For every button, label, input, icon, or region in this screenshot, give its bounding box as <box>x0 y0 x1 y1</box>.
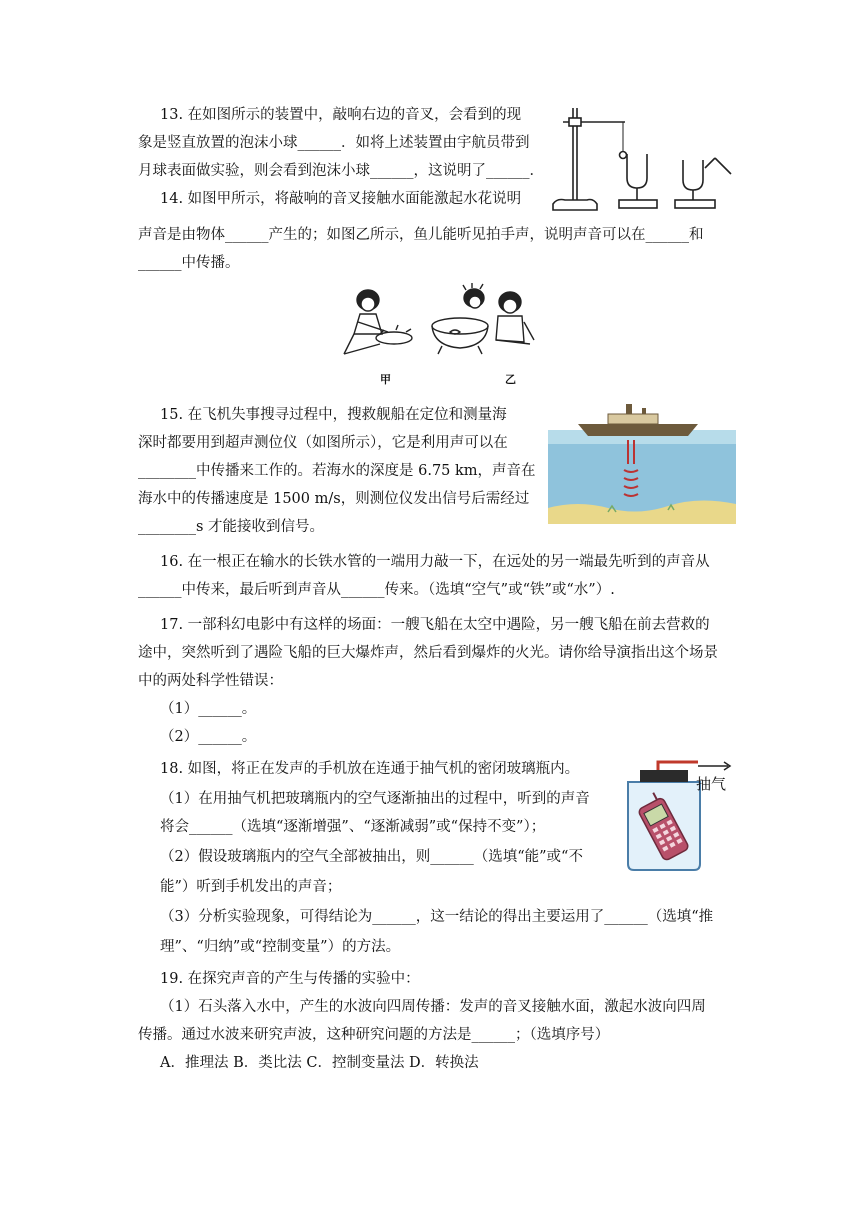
q18-line-4: （2）假设玻璃瓶内的空气全部被抽出，则______（选填“能”或“不 <box>160 849 583 865</box>
q14-line-1: 14. 如图甲所示，将敲响的音叉接触水面能激起水花说明 <box>160 191 522 207</box>
caption-yi: 乙 <box>505 373 516 386</box>
q19-line-2: （1）石头落入水中，产生的水波向四周传播：发声的音叉接触水面，激起水波向四周 <box>160 999 706 1015</box>
q15-line-5: ________s 才能接收到信号。 <box>138 519 325 535</box>
q17-answer-1: （1）______。 <box>160 701 257 717</box>
q17-answer-2: （2）______。 <box>160 729 257 745</box>
q19-options: A．推理法 B．类比法 C．控制变量法 D．转换法 <box>160 1055 479 1071</box>
q16-line-1: 16. 在一根正在输水的长铁水管的一端用力敲一下，在远处的另一端最先听到的声音从 <box>160 554 710 570</box>
tuning-fork-apparatus-figure <box>545 100 735 218</box>
q17-line-2: 途中，突然听到了遇险飞船的巨大爆炸声，然后看到爆炸的火光。请你给导演指出这个场景 <box>138 645 718 661</box>
q15-line-2: 深时都要用到超声测位仪（如图所示），它是利用声可以在 <box>138 435 508 451</box>
q15-line-1: 15. 在飞机失事搜寻过程中，搜救舰船在定位和测量海 <box>160 407 507 423</box>
q17-line-1: 17. 一部科幻电影中有这样的场面：一艘飞船在太空中遇险，另一艘飞船在前去营救的 <box>160 617 710 633</box>
q18-line-1: 18. 如图，将正在发声的手机放在连通于抽气机的密闭玻璃瓶内。 <box>160 761 580 777</box>
q19-line-3: 传播。通过水波来研究声波，这种研究问题的方法是______；（选填序号） <box>138 1027 610 1043</box>
q19-line-1: 19. 在探究声音的产生与传播的实验中： <box>160 971 420 987</box>
caption-jia: 甲 <box>380 373 391 386</box>
jia-yi-figure <box>338 282 538 362</box>
vacuum-jar-figure <box>612 760 736 874</box>
q14-line-3: ______中传播。 <box>138 255 240 271</box>
q18-line-2: （1）在用抽气机把玻璃瓶内的空气逐渐抽出的过程中，听到的声音 <box>160 791 590 807</box>
q15-line-4: 海水中的传播速度是 1500 m/s，则测位仪发出信号后需经过 <box>138 491 530 507</box>
q13-line-2: 象是竖直放置的泡沫小球______．如将上述装置由宇航员带到 <box>138 135 530 151</box>
pump-label: 抽气 <box>696 775 727 793</box>
q18-line-6: （3）分析实验现象，可得结论为______，这一结论的得出主要运用了______（选填“推 <box>160 909 714 925</box>
q18-line-5: 能”）听到手机发出的声音； <box>160 879 342 895</box>
q13-line-1: 13. 在如图所示的装置中，敲响右边的音叉，会看到的现 <box>160 107 522 123</box>
q18-line-3: 将会______（选填“逐渐增强”、“逐渐减弱”或“保持不变”）； <box>160 819 546 835</box>
q13-line-3: 月球表面做实验，则会看到泡沫小球______，这说明了______． <box>138 163 544 179</box>
q14-line-2: 声音是由物体______产生的；如图乙所示，鱼儿能听见拍手声，说明声音可以在______和 <box>138 227 704 243</box>
ship-sonar-figure <box>548 400 736 524</box>
q18-line-7: 理”、“归纳”或“控制变量”）的方法。 <box>160 939 401 955</box>
q16-line-2: ______中传来，最后听到声音从______传来。（选填“空气”或“铁”或“水”）. <box>138 582 615 598</box>
q17-line-3: 中的两处科学性错误： <box>138 673 283 689</box>
q15-line-3: ________中传播来工作的。若海水的深度是 6.75 km，声音在 <box>138 463 536 479</box>
